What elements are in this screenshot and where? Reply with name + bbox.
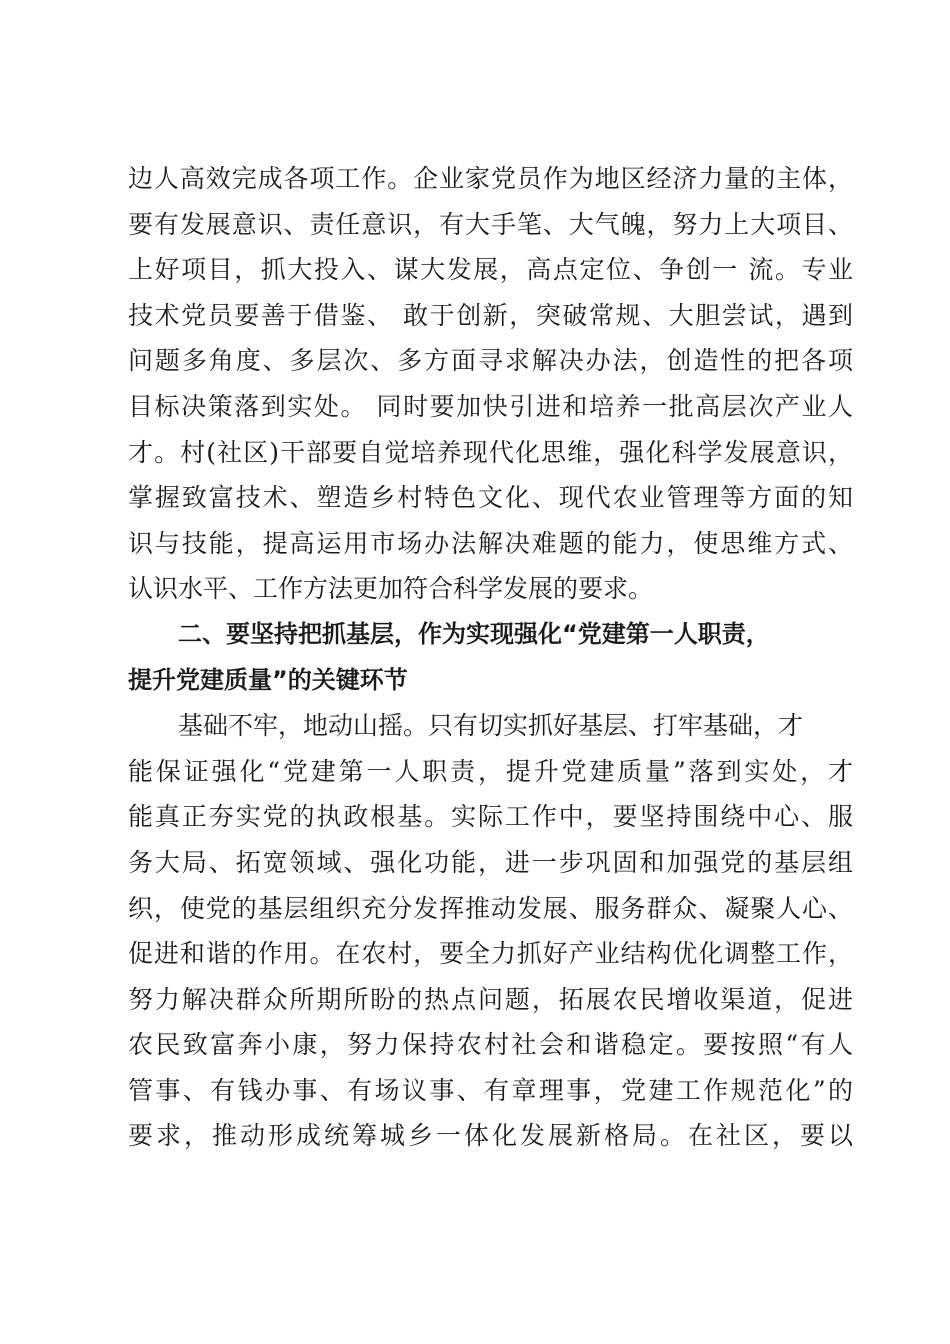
paragraph-line: 识与技能，提高运用市场办法解决难题的能力，使思维方式、 bbox=[128, 528, 853, 558]
paragraph-1 bbox=[128, 156, 853, 612]
paragraph-line: 才。村(社区)干部要自觉培养现代化思维，强化科学发展意识， bbox=[128, 437, 853, 467]
paragraph-line: 要求，推动形成统筹城乡一体化发展新格局。在社区，要以 bbox=[128, 1121, 853, 1151]
paragraph-line: 能真正夯实党的执政根基。实际工作中，要坚持围绕中心、服 bbox=[128, 802, 853, 832]
paragraph-line: 要有发展意识、责任意识，有大手笔、大气魄，努力上大项目、 bbox=[128, 209, 853, 239]
paragraph-line: 务大局、拓宽领域、强化功能，进一步巩固和加强党的基层组 bbox=[128, 847, 853, 877]
paragraph-line: 问题多角度、多层次、多方面寻求解决办法，创造性的把各项 bbox=[128, 346, 853, 376]
paragraph-line: 边人高效完成各项工作。企业家党员作为地区经济力量的主体， bbox=[128, 164, 853, 193]
paragraph-line: 掌握致富技术、塑造乡村特色文化、现代农业管理等方面的知 bbox=[128, 483, 853, 513]
paragraph-line: 上好项目，抓大投入、谋大发展，高点定位、争创一 流。专业 bbox=[128, 255, 853, 285]
document-body bbox=[128, 156, 853, 1159]
section-heading bbox=[128, 612, 853, 703]
paragraph-line: 管事、有钱办事、有场议事、有章理事，党建工作规范化”的 bbox=[128, 1075, 853, 1105]
paragraph-line: 努力解决群众所期所盼的热点问题，拓展农民增收渠道，促进 bbox=[128, 984, 853, 1014]
paragraph-line: 织，使党的基层组织充分发挥推动发展、服务群众、凝聚人心、 bbox=[128, 893, 853, 923]
section-heading-line: 二、要坚持把抓基层，作为实现强化“党建第一人职责， bbox=[178, 619, 770, 648]
paragraph-line: 农民致富奔小康，努力保持农村社会和谐稳定。要按照“有人 bbox=[128, 1030, 853, 1060]
paragraph-line: 基础不牢，地动山摇。只有切实抓好基层、打牢基础，才 bbox=[178, 711, 804, 741]
paragraph-line: 认识水平、工作方法更加符合科学发展的要求。 bbox=[128, 574, 654, 604]
paragraph-line: 技术党员要善于借鉴、 敢于创新，突破常规、大胆尝试，遇到 bbox=[128, 300, 853, 330]
paragraph-2 bbox=[128, 703, 853, 1159]
paragraph-line: 能保证强化“党建第一人职责，提升党建质量”落到实处，才 bbox=[128, 756, 853, 786]
section-heading-line: 提升党建质量”的关键环节 bbox=[128, 665, 408, 694]
paragraph-line: 促进和谐的作用。在农村，要全力抓好产业结构优化调整工作， bbox=[128, 939, 853, 969]
paragraph-line: 目标决策落到实处。 同时要加快引进和培养一批高层次产业人 bbox=[128, 391, 853, 421]
